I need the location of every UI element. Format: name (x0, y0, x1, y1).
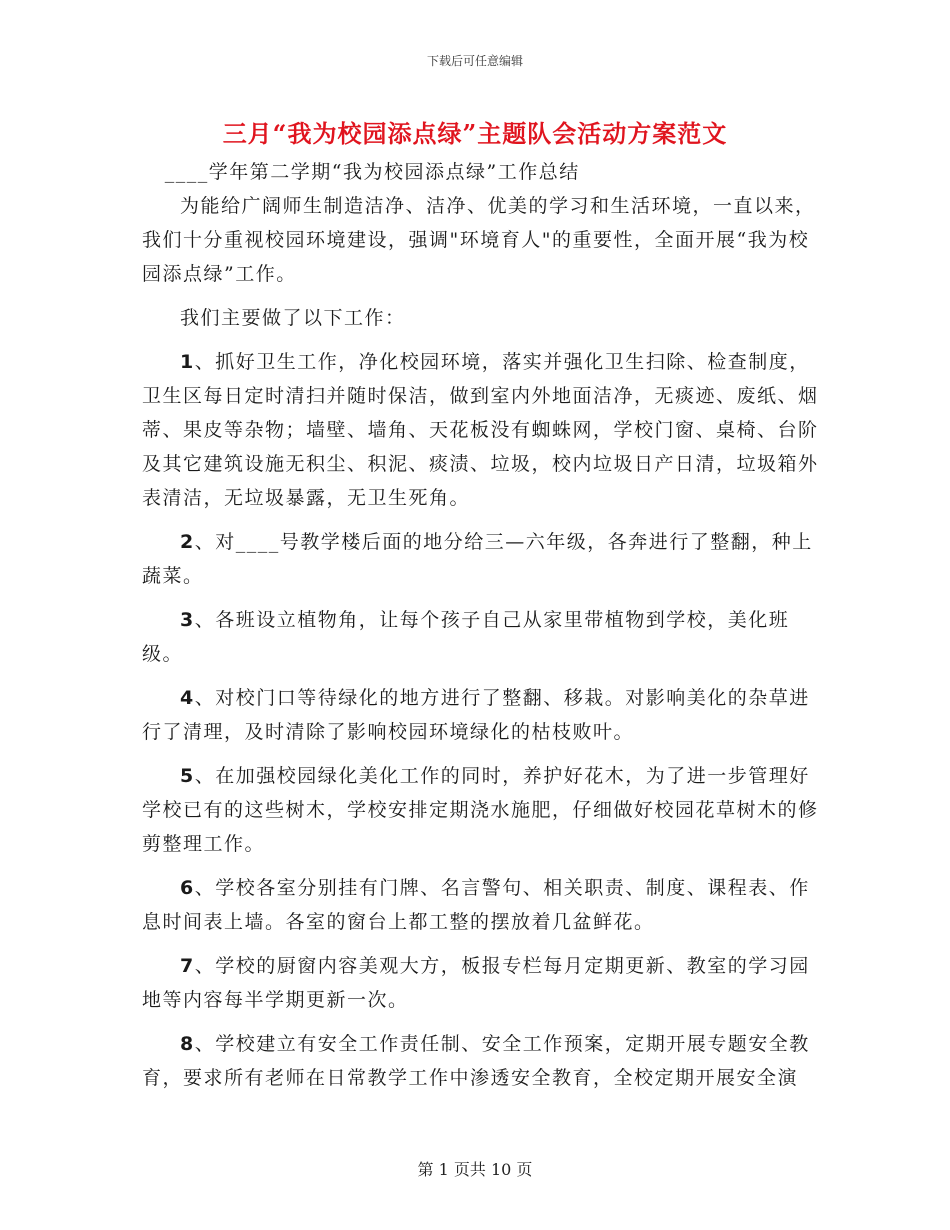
item-number: 1 (180, 351, 195, 373)
item-text: 、各班设立植物角，让每个孩子自己从家里带植物到学校，美化班级。 (142, 609, 790, 665)
item-number: 7 (180, 955, 195, 977)
item-number: 6 (180, 877, 195, 899)
page-header: 下载后可任意编辑 (426, 54, 523, 68)
item-text: 、对____号教学楼后面的地分给三—六年级，各奔进行了整翻，种上蔬菜。 (142, 531, 813, 587)
item-number: 4 (180, 687, 195, 709)
subtitle-paragraph: ____学年第二学期“我为校园添点绿”工作总结 (164, 161, 580, 183)
item-number: 5 (180, 765, 195, 787)
list-item (142, 603, 822, 671)
list-item (142, 759, 822, 861)
item-text: 、学校的厨窗内容美观大方，板报专栏每月定期更新、教室的学习园地等内容每半学期更新一次。 (142, 955, 810, 1011)
summary-lead: 我们主要做了以下工作： (180, 307, 406, 329)
list-item (142, 525, 822, 593)
document-title: 三月“我为校园添点绿”主题队会活动方案范文 (222, 119, 728, 148)
list-item (142, 681, 822, 749)
list-item (142, 345, 822, 515)
list-item (142, 1027, 822, 1095)
list-item (142, 871, 822, 939)
list-item (142, 949, 822, 1017)
item-text: 、学校各室分别挂有门牌、名言警句、相关职责、制度、课程表、作息时间表上墙。各室的窗台上都工整的摆放着几盆鲜花。 (142, 877, 810, 933)
item-number: 2 (180, 531, 195, 553)
item-number: 3 (180, 609, 195, 631)
item-text: 、抓好卫生工作，净化校园环境，落实并强化卫生扫除、检查制度，卫生区每日定时清扫并随时保洁，做到室内外地面洁净，无痰迹、废纸、烟蒂、果皮等杂物；墙壁、墙角、天花板没有蜘蛛网，学校门窗、桌椅、台阶及其它建筑设施无积尘、积泥、痰渍、垃圾，校内垃圾日产日清，垃圾箱外表清洁，无垃圾暴露，无卫生死角。 (142, 351, 819, 509)
page-footer: 第 1 页共 10 页 (417, 1160, 533, 1179)
item-text: 、学校建立有安全工作责任制、安全工作预案，定期开展专题安全教育，要求所有老师在日常教学工作中渗透安全教育，全校定期开展安全演 (142, 1033, 810, 1089)
document-body (142, 155, 822, 1095)
item-text: 、对校门口等待绿化的地方进行了整翻、移栽。对影响美化的杂草进行了清理，及时清除了影响校园环境绿化的枯枝败叶。 (142, 687, 810, 743)
intro-paragraph: 为能给广阔师生制造洁净、洁净、优美的学习和生活环境，一直以来，我们十分重视校园环境建设，强调"环境育人"的重要性，全面开展“我为校园添点绿”工作。 (142, 195, 816, 285)
item-number: 8 (180, 1033, 195, 1055)
item-text: 、在加强校园绿化美化工作的同时，养护好花木，为了进一步管理好学校已有的这些树木，学校安排定期浇水施肥，仔细做好校园花草树木的修剪整理工作。 (142, 765, 819, 855)
